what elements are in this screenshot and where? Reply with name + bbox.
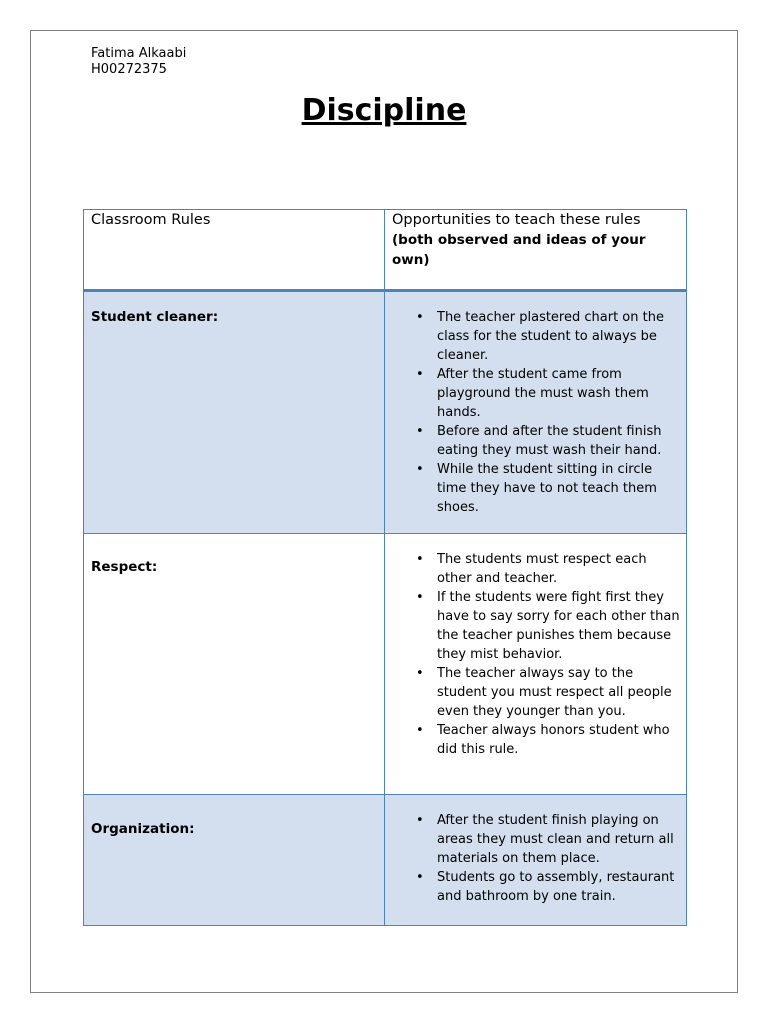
document-page bbox=[30, 30, 738, 993]
table-row bbox=[84, 534, 687, 795]
table-row bbox=[84, 291, 687, 534]
rule-name: Organization: bbox=[91, 821, 195, 837]
list-item: • Students go to assembly, restaurant and bathroom by one train. bbox=[437, 868, 680, 906]
header-col2-main: Opportunities to teach these rules bbox=[392, 212, 641, 228]
rule-name: Respect: bbox=[91, 559, 158, 575]
opportunities-cell bbox=[385, 534, 687, 795]
list-item: • Before and after the student finish eating they must wash their hand. bbox=[437, 422, 680, 460]
author-name: Fatima Alkaabi bbox=[91, 46, 187, 61]
list-item: • If the students were fight first they have to say sorry for each other than the teacher punishes them because they mist behavior. bbox=[437, 588, 680, 664]
author-id: H00272375 bbox=[91, 62, 167, 77]
header-opportunities bbox=[385, 210, 687, 291]
list-item: • The teacher always say to the student you must respect all people even they younger than you. bbox=[437, 664, 680, 721]
header-col2-sub: (both observed and ideas of your own) bbox=[392, 232, 646, 268]
list-item: • The students must respect each other and teacher. bbox=[437, 550, 680, 588]
header-col1-text: Classroom Rules bbox=[91, 212, 211, 228]
rule-name-cell bbox=[84, 795, 385, 926]
table-row bbox=[84, 795, 687, 926]
list-item: • After the student finish playing on areas they must clean and return all materials on them place. bbox=[437, 811, 680, 868]
opportunities-list bbox=[385, 550, 680, 759]
author-block bbox=[91, 46, 186, 78]
rules-table bbox=[83, 209, 687, 926]
list-item: • After the student came from playground the must wash them hands. bbox=[437, 365, 680, 422]
opportunities-cell bbox=[385, 291, 687, 534]
page-title: Discipline bbox=[301, 93, 467, 128]
opportunities-list bbox=[385, 308, 680, 517]
list-item: • The teacher plastered chart on the class for the student to always be cleaner. bbox=[437, 308, 680, 365]
rule-name: Student cleaner: bbox=[91, 309, 219, 325]
table-header-row bbox=[84, 210, 687, 291]
list-item: • Teacher always honors student who did this rule. bbox=[437, 721, 680, 759]
list-item: • While the student sitting in circle time they have to not teach them shoes. bbox=[437, 460, 680, 517]
rule-name-cell bbox=[84, 291, 385, 534]
opportunities-list bbox=[385, 811, 680, 906]
rule-name-cell bbox=[84, 534, 385, 795]
header-classroom-rules bbox=[84, 210, 385, 291]
opportunities-cell bbox=[385, 795, 687, 926]
